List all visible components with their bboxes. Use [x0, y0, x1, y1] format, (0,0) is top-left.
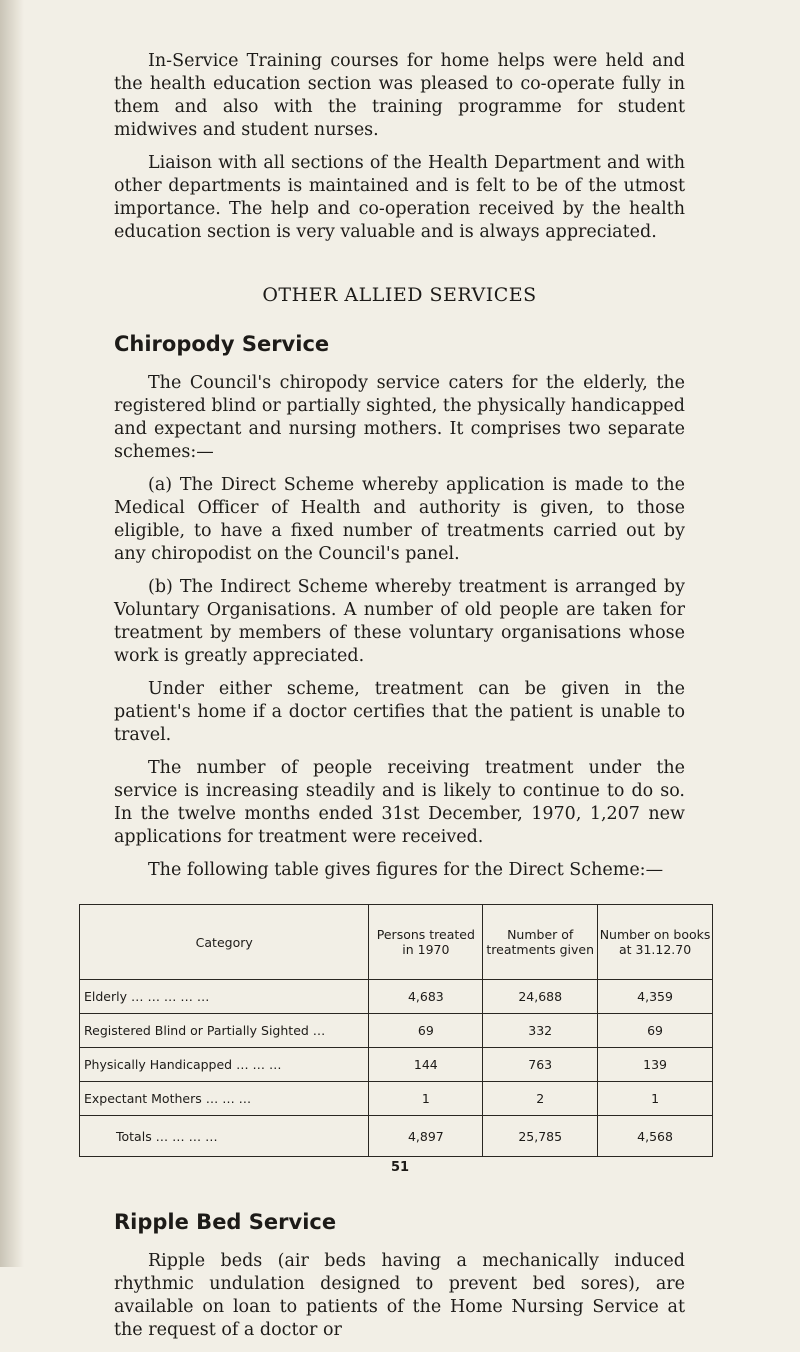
table-row	[80, 1014, 713, 1048]
chiropody-paragraph-applications: The number of people receiving treatment under the service is increasing steadily and is likely to continue to do so. In the twelve months ended 31st December, 1970, 1,207 new applications for treatment were received.	[114, 758, 685, 847]
header-treatments-given: Number of treatments given	[483, 905, 598, 980]
header-category: Category	[80, 905, 369, 980]
chiropody-paragraph-indirect-scheme: (b) The Indirect Scheme whereby treatment is arranged by Voluntary Organisations. A number of old people are taken for treatment by members of these voluntary organisations whose work is greatly appreciated.	[114, 577, 685, 666]
paragraph-in-service-training: In-Service Training courses for home helps were held and the health education section was pleased to co-operate fully in them and also with the training programme for student midwives and student nurses.	[114, 51, 685, 140]
chiropody-paragraph-direct-scheme: (a) The Direct Scheme whereby application is made to the Medical Officer of Health and authority is given, to those eligible, to have a fixed number of treatments carried out by any chiropodist on the Council's panel.	[114, 475, 685, 564]
row-persons: 1	[369, 1082, 483, 1116]
ripple-bed-heading: Ripple Bed Service	[114, 1210, 337, 1234]
row-category: Elderly … … … … …	[80, 980, 369, 1014]
totals-books: 4,568	[598, 1116, 713, 1157]
row-books: 1	[598, 1082, 713, 1116]
table-row	[80, 1048, 713, 1082]
header-persons-treated: Persons treated in 1970	[369, 905, 483, 980]
totals-treatments: 25,785	[483, 1116, 598, 1157]
totals-persons: 4,897	[369, 1116, 483, 1157]
chiropody-paragraph-table-intro: The following table gives figures for the Direct Scheme:—	[148, 860, 664, 880]
page-body	[84, 50, 711, 1352]
row-treatments: 2	[483, 1082, 598, 1116]
row-category: Physically Handicapped … … …	[80, 1048, 369, 1082]
row-books: 139	[598, 1048, 713, 1082]
header-number-on-books: Number on books at 31.12.70	[598, 905, 713, 980]
section-title: OTHER ALLIED SERVICES	[262, 284, 537, 306]
row-persons: 144	[369, 1048, 483, 1082]
chiropody-paragraph-home-treatment: Under either scheme, treatment can be given in the patient's home if a doctor certifies that the patient is unable to travel.	[114, 679, 685, 745]
paragraph-liaison: Liaison with all sections of the Health Department and with other departments is maintained and is felt to be of the utmost importance. The help and co-operation received by the health education section is very valuable and is always appreciated.	[114, 153, 685, 242]
row-persons: 69	[369, 1014, 483, 1048]
row-treatments: 332	[483, 1014, 598, 1048]
table-totals-row	[80, 1116, 713, 1157]
direct-scheme-table	[79, 904, 713, 1157]
row-category: Expectant Mothers … … …	[80, 1082, 369, 1116]
table-row	[80, 980, 713, 1014]
row-treatments: 763	[483, 1048, 598, 1082]
table-header-row	[80, 905, 713, 980]
row-books: 69	[598, 1014, 713, 1048]
totals-label: Totals … … … …	[80, 1116, 369, 1157]
chiropody-paragraph-intro: The Council's chiropody service caters for the elderly, the registered blind or partially sighted, the physically handicapped and expectant and nursing mothers. It comprises two separate schemes:—	[114, 373, 685, 462]
row-books: 4,359	[598, 980, 713, 1014]
ripple-bed-paragraph: Ripple beds (air beds having a mechanically induced rhythmic undulation designed to prevent bed sores), are available on loan to patients of the Home Nursing Service at the request of a doctor or	[114, 1251, 685, 1340]
row-treatments: 24,688	[483, 980, 598, 1014]
table-row	[80, 1082, 713, 1116]
page-number: 51	[390, 1160, 410, 1175]
row-persons: 4,683	[369, 980, 483, 1014]
row-category: Registered Blind or Partially Sighted …	[80, 1014, 369, 1048]
book-spine-shadow	[0, 0, 24, 1267]
chiropody-heading: Chiropody Service	[114, 332, 330, 356]
